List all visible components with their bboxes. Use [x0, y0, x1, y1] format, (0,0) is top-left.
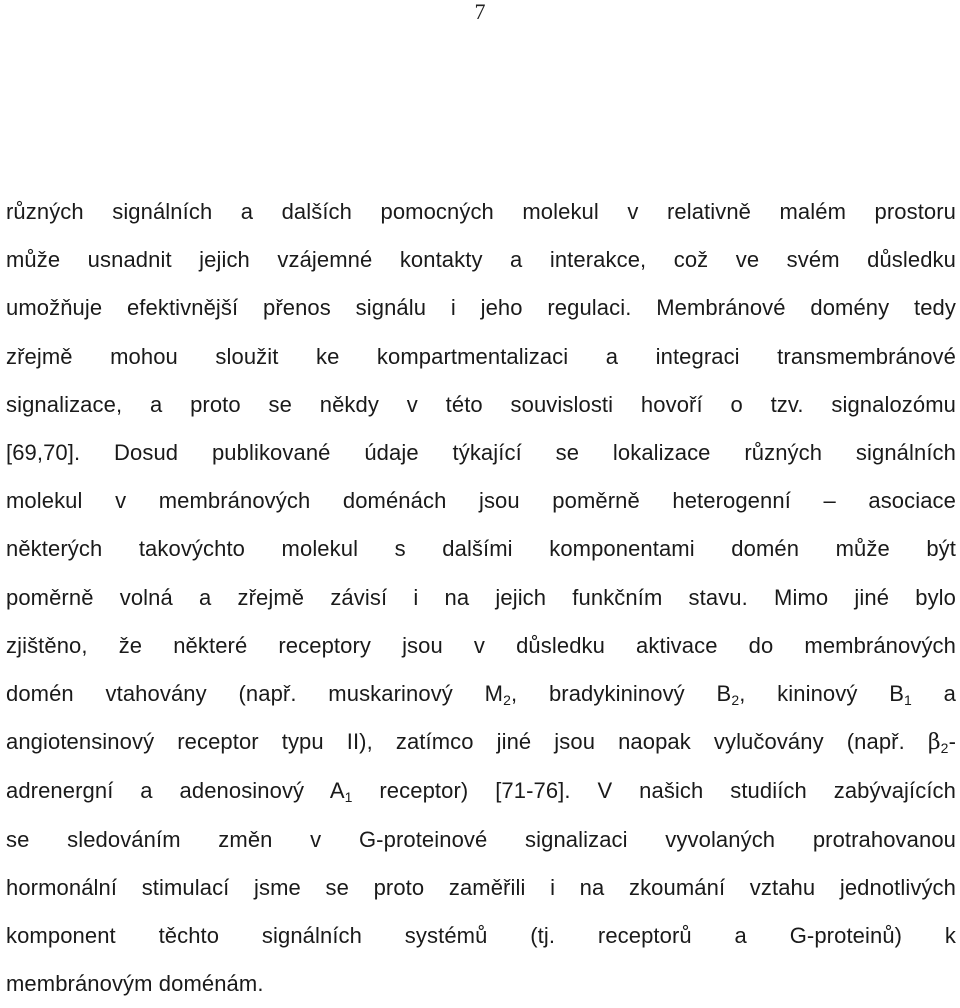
text-line: zřejmě mohou sloužit ke kompartmentalizaci a integraci transmembránové: [6, 343, 956, 369]
subscript: 1: [904, 692, 912, 709]
text-line-with-subscript: [6, 767, 956, 815]
text-line: různých signálních a dalších pomocných molekul v relativně malém prostoru: [6, 199, 956, 224]
text-line-last: membránovým doménám.: [6, 971, 264, 997]
text-line: molekul v membránových doménách jsou poměrně heterogenní – asociace: [6, 488, 956, 514]
greek-beta-symbol: β: [927, 730, 941, 756]
body-paragraph: [6, 188, 956, 1008]
text-line: hormonální stimulací jsme se proto zaměřili i na zkoumání vztahu jednotlivých: [6, 874, 956, 900]
subscript: 2: [503, 692, 511, 709]
text-line-with-greek: [6, 718, 956, 767]
subscript: 2: [940, 740, 949, 757]
text-segment: adrenergní a adenosinový A: [6, 778, 345, 804]
text-line: se sledováním změn v G-proteinové signalizaci vyvolaných protrahovanou: [6, 826, 956, 852]
text-line: může usnadnit jejich vzájemné kontakty a interakce, což ve svém důsledku: [6, 247, 956, 273]
text-segment: domén vtahovány (např. muskarinový M: [6, 681, 504, 707]
text-line: [69,70]. Dosud publikované údaje týkající se lokalizace různých signálních: [6, 440, 956, 466]
text-line: některých takovýchto molekul s dalšími komponentami domén může být: [6, 536, 956, 562]
text-line: signalizace, a proto se někdy v této souvislosti hovoří o tzv. signalozómu: [6, 391, 956, 417]
text-segment: , bradykininový B: [510, 681, 732, 707]
text-line: zjištěno, že některé receptory jsou v důsledku aktivace do membránových: [6, 632, 956, 658]
text-segment: -: [948, 729, 956, 755]
subscript: 2: [731, 692, 740, 709]
text-line-with-subscripts: [6, 670, 956, 718]
text-line: poměrně volná a zřejmě závisí i na jejich funkčním stavu. Mimo jiné bylo: [6, 584, 956, 610]
page-number: 7: [474, 0, 486, 24]
text-segment: angiotensinový receptor typu II), zatímco jiné jsou naopak vylučovány (např.: [6, 729, 928, 755]
subscript: 1: [344, 789, 353, 806]
text-segment: receptor) [71-76]. V našich studiích zabývajících: [352, 778, 956, 804]
text-line: umožňuje efektivnější přenos signálu i jeho regulaci. Membránové domény tedy: [6, 295, 956, 321]
text-line: komponent těchto signálních systémů (tj. receptorů a G-proteinů) k: [6, 923, 956, 949]
text-segment: , kininový B: [739, 681, 904, 707]
text-segment: a: [911, 681, 956, 707]
